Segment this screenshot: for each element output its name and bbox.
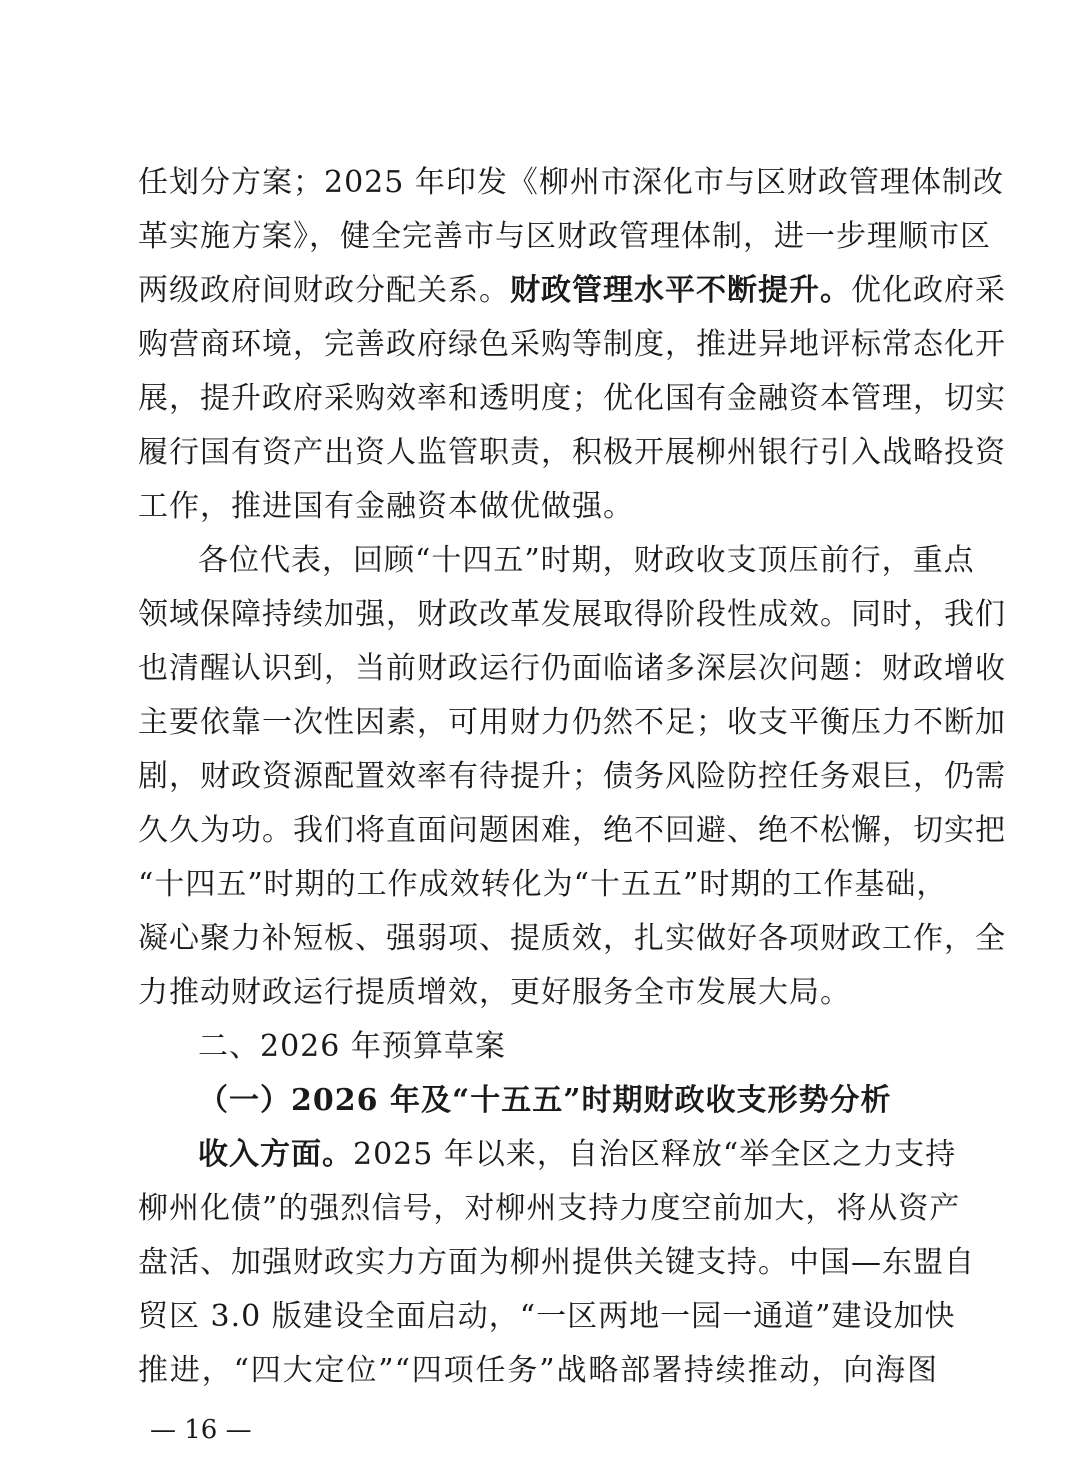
paragraph-line: 主要依靠一次性因素，可用财力仍然不足；收支平衡压力不断加 [138,705,1006,740]
text-run: 2025 年以来，自治区释放“举全区之力支持 [353,1137,957,1172]
paragraph-line: 贸区 3.0 版建设全面启动，“一区两地一园一通道”建设加快 [138,1299,956,1334]
text-run: 两级政府间财政分配关系。 [138,273,510,308]
paragraph-line: 购营商环境，完善政府绿色采购等制度，推进异地评标常态化开 [138,327,1006,362]
bold-lead-in: 财政管理水平不断提升。 [510,273,851,308]
paragraph-line: 推进，“四大定位”“四项任务”战略部署持续推动，向海图 [138,1353,938,1388]
paragraph-line: 力推动财政运行提质增效，更好服务全市发展大局。 [138,975,851,1010]
paragraph-line: 凝心聚力补短板、强弱项、提质效，扎实做好各项财政工作，全 [138,921,1006,956]
paragraph-line: 也清醒认识到，当前财政运行仍面临诸多深层次问题：财政增收 [138,651,1006,686]
paragraph-line: 履行国有资产出资人监管职责，积极开展柳州银行引入战略投资 [138,435,1006,470]
section-heading: 二、2026 年预算草案 [198,1029,506,1064]
subsection-heading: （一）2026 年及“十五五”时期财政收支形势分析 [198,1083,892,1118]
paragraph-line: 柳州化债”的强烈信号，对柳州支持力度空前加大，将从资产 [138,1191,961,1226]
text-run: 优化政府采 [851,273,1006,308]
page-number: — 16 — [150,1415,252,1445]
bold-lead-in: 收入方面。 [198,1137,353,1172]
paragraph-line: 剧，财政资源配置效率有待提升；债务风险防控任务艰巨，仍需 [138,759,1006,794]
paragraph-line: 工作，推进国有金融资本做优做强。 [138,489,634,524]
paragraph-line: 展，提升政府采购效率和透明度；优化国有金融资本管理，切实 [138,381,1006,416]
paragraph-line: 盘活、加强财政实力方面为柳州提供关键支持。中国—东盟自 [138,1245,975,1280]
paragraph-line: 久久为功。我们将直面问题困难，绝不回避、绝不松懈，切实把 [138,813,1006,848]
paragraph-line: 任划分方案；2025 年印发《柳州市深化市与区财政管理体制改 [138,165,1004,200]
paragraph-line: 革实施方案》，健全完善市与区财政管理体制，进一步理顺市区 [138,219,991,254]
paragraph-line: 各位代表，回顾“十四五”时期，财政收支顶压前行，重点 [198,543,975,578]
paragraph-line: “十四五”时期的工作成效转化为“十五五”时期的工作基础， [138,867,948,902]
paragraph-line: 领域保障持续加强，财政改革发展取得阶段性成效。同时，我们 [138,597,1006,632]
